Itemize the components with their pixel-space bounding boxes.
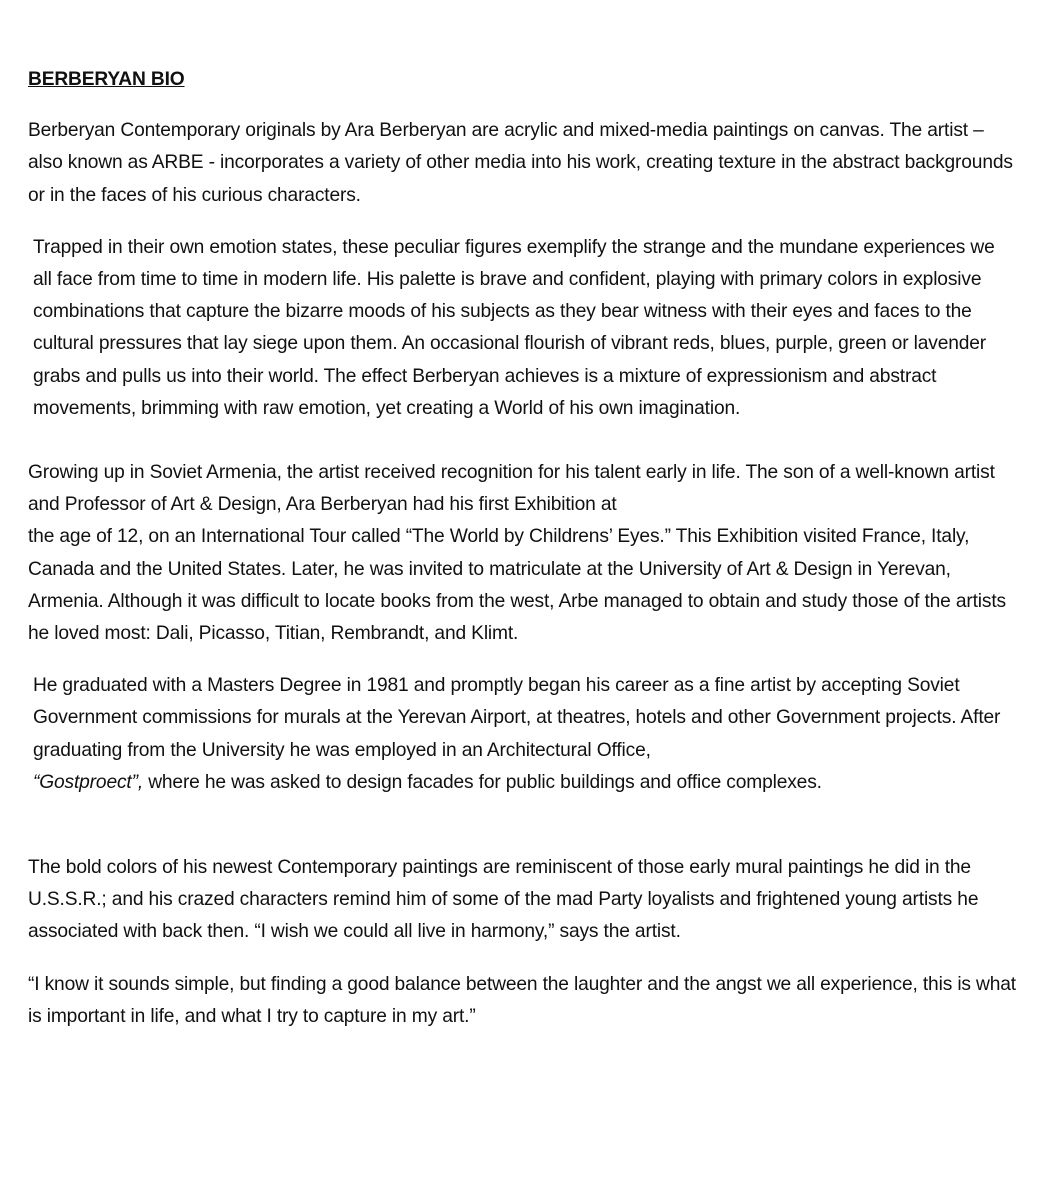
paragraph-style: Trapped in their own emotion states, these peculiar figures exemplify the strange and the mundane experiences we all face from time to time in modern life. His palette is brave and confident, playing with primary colors in explosive combinations that capture the bizarre moods of his subjects as they bear witness with their eyes and faces to the cultural pressures that lay siege upon them. An occasional flourish of vibrant reds, blues, purple, green or lavender grabs and pulls us into their world. The effect Berberyan achieves is a mixture of expressionism and abstract movements, brimming with raw emotion, yet creating a World of his own imagination. [33, 236, 995, 419]
paragraph-early-life [28, 457, 1018, 650]
document-body [28, 64, 1018, 1033]
paragraph-intro: Berberyan Contemporary originals by Ara Berberyan are acrylic and mixed-media paintings on canvas. The artist – also known as ARBE - incorporates a variety of other media into his work, creating texture in the abstract backgrounds or in the faces of his curious characters. [28, 120, 1013, 206]
paragraph-early-life-line-1: Growing up in Soviet Armenia, the artist received recognition for his talent early in life. The son of a well-known artist and Professor of Art & Design, Ara Berberyan had his first Exhibition at [28, 462, 995, 516]
paragraph-early-life-line-2: the age of 12, on an International Tour called “The World by Childrens’ Eyes.” This Exhibition visited France, Italy, Canada and the United States. Later, he was invited to matriculate at the University of Art & Design in Yerevan, Armenia. Although it was difficult to locate books from the west, Arbe managed to obtain and study those of the artists he loved most: Dali, Picasso, Titian, Rembrandt, and Klimt. [28, 526, 1006, 645]
paragraph-career [28, 670, 1018, 799]
paragraph-career-main: He graduated with a Masters Degree in 1981 and promptly began his career as a fine artist by accepting Soviet Government commissions for murals at the Yerevan Airport, at theatres, hotels and other Government projects. After graduating from the University he was employed in an Architectural Office, [33, 675, 1001, 761]
paragraph-quote: “I know it sounds simple, but finding a good balance between the laughter and the angst we all experience, this is what is important in life, and what I try to capture in my art.” [28, 973, 1016, 1027]
paragraph-newest-work: The bold colors of his newest Contemporary paintings are reminiscent of those early mural paintings he did in the U.S.S.R.; and his crazed characters remind him of some of the mad Party loyalists and frightened young artists he associated with back then. “I wish we could all live in harmony,” says the artist. [28, 857, 979, 943]
document-title: BERBERYAN BIO [28, 69, 185, 90]
paragraph-career-tail: where he was asked to design facades for public buildings and office complexes. [143, 771, 822, 793]
office-name: “Gostproect”, [33, 771, 144, 793]
